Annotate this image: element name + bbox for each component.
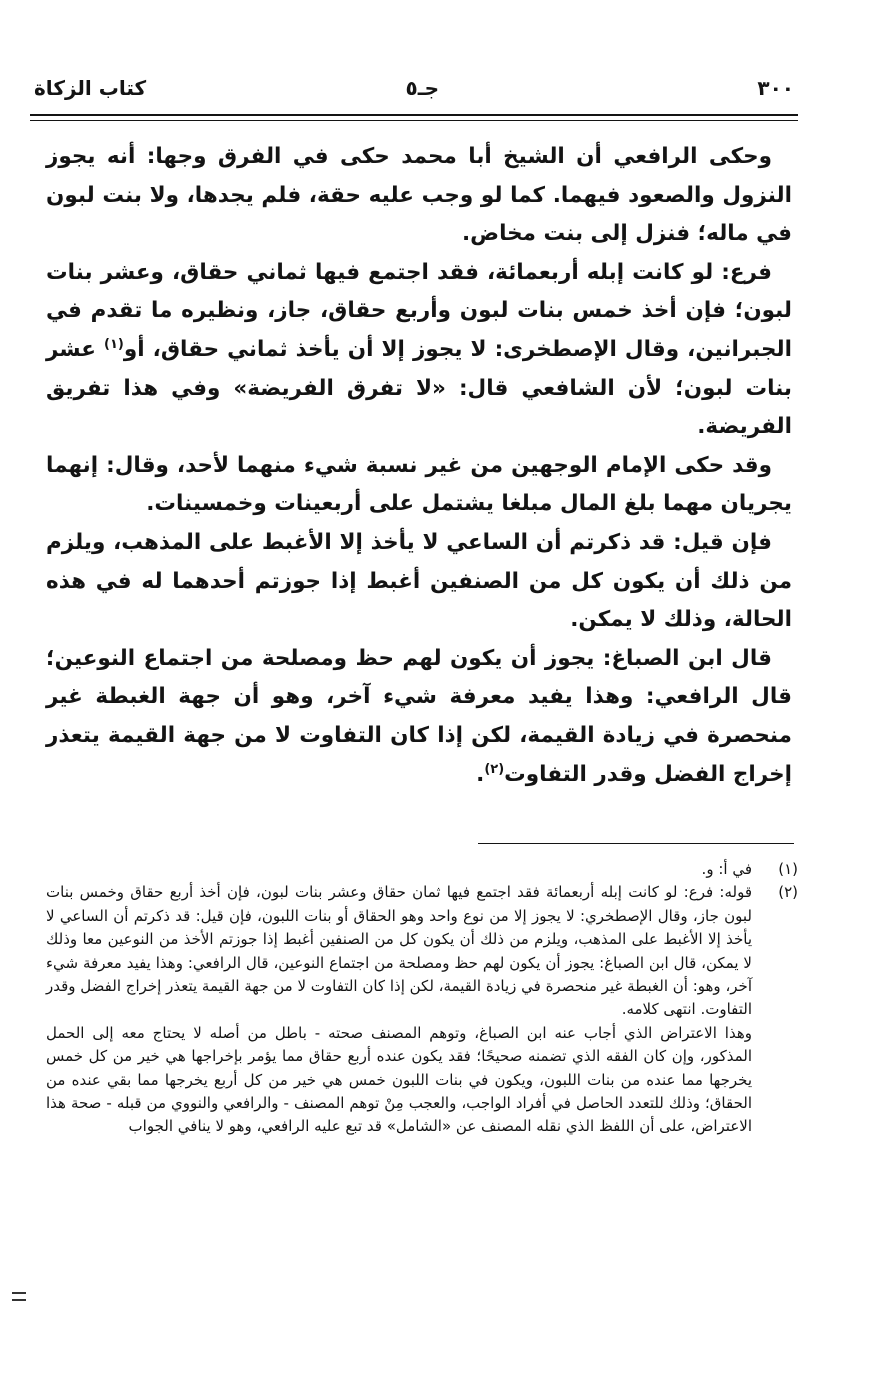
footnote-2 bbox=[46, 881, 798, 1021]
paragraph-5 bbox=[46, 640, 792, 794]
paragraph-2-part-a: فرع: لو كانت إبله أربعمائة، فقد اجتمع فيها ثماني حقاق، وعشر بنات لبون؛ فإن أخذ خمس بنات لبون وأربع حقاق، جاز، ونظيره ما تقدم في الجبرانين، وقال الإصطخرى: لا يجوز إلا أن يأخذ ثماني حقاق، أو bbox=[46, 259, 792, 362]
footnote-1-text: في أ: و. bbox=[701, 860, 752, 878]
paragraph-5-part-a: قال ابن الصباغ: يجوز أن يكون لهم حظ ومصلحة من اجتماع النوعين؛ قال الرافعي: وهذا يفيد معرفة شيء آخر، وهو أن جهة الغبطة غير منحصرة في زيادة القيمة، لكن إذا كان التفاوت لا من جهة القيمة يتعذر إخراج الفضل وقدر التفاوت bbox=[46, 645, 792, 787]
paragraph-2 bbox=[46, 254, 792, 447]
page-header bbox=[34, 76, 794, 108]
header-rule bbox=[30, 114, 798, 121]
volume-label: جـ٥ bbox=[405, 76, 439, 100]
paragraph-2-part-b: عشر بنات لبون؛ لأن الشافعي قال: «لا تفرق الفريضة» وفي هذا تفريق الفريضة. bbox=[46, 336, 792, 440]
footnote-2-continuation: وهذا الاعتراض الذي أجاب عنه ابن الصباغ، وتوهم المصنف صحته - باطل من أصله لا يحتاج معه إلى الحمل المذكور، وإن كان الفقه الذي تضمنه صحيحًا؛ فقد يكون عنده أربع حقاق مما يؤمر بإخراجها هي خير من كل خمس يخرجها مما عنده من بنات اللبون، ويكون في بنات اللبون خمس هي خير من كل أربع يخرجها مما بقي عنده من الحقاق؛ وذلك للتعدد الحاصل في أفراد الواجب، والعجب مِنْ توهم المصنف - والرافعي والنووي من قبله - صحة هذا الاعتراض، على أن اللفظ الذي نقله المصنف عن «الشامل» قد تبع عليه الرافعي، وهو لا ينافي الجواب bbox=[46, 1023, 752, 1136]
footnote-2-number: (٢) bbox=[778, 883, 798, 902]
footnote-ref-2: (٢) bbox=[484, 761, 505, 777]
footnotes bbox=[46, 858, 798, 1139]
paragraph-5-part-b: . bbox=[476, 761, 485, 787]
main-text bbox=[46, 138, 792, 794]
footnote-1 bbox=[46, 858, 798, 881]
book-title: كتاب الزكاة bbox=[34, 76, 147, 100]
paragraph-4: فإن قيل: قد ذكرتم أن الساعي لا يأخذ إلا الأغبط على المذهب، ويلزم من ذلك أن يكون كل من الصنفين أغبط إذا جوزتم أحدهما له في هذه الحالة، وذلك لا يمكن. bbox=[46, 529, 792, 633]
margin-mark bbox=[12, 1292, 26, 1301]
paragraph-3: وقد حكى الإمام الوجهين من غير نسبة شيء منهما لأحد، وقال: إنهما يجريان مهما بلغ المال مبلغا يشتمل على أربعينات وخمسينات. bbox=[46, 452, 792, 517]
footnote-separator bbox=[478, 843, 794, 844]
page-number: ٣٠٠ bbox=[757, 76, 794, 100]
paragraph-1: وحكى الرافعي أن الشيخ أبا محمد حكى في الفرق وجها: أنه يجوز النزول والصعود فيهما. كما لو وجب عليه حقة، فلم يجدها، ولا بنت لبون في ماله؛ فنزل إلى بنت مخاض. bbox=[46, 144, 792, 247]
footnote-ref-1: (١) bbox=[104, 336, 124, 352]
footnote-1-number: (١) bbox=[778, 860, 798, 878]
footnote-2-text: قوله: فرع: لو كانت إبله أربعمائة فقد اجتمع فيها ثمان حقاق وعشر بنات لبون، فإن أخذ أربع حقاق وخمس بنات لبون جاز، وقال الإصطخري: لا يجوز إلا من نوع واحد وهو الحقاق أو بنات اللبون، فإن قيل: قد ذكرتم أن الساعي لا يأخذ إلا الأغبط على المذهب، ويلزم من ذلك أن يكون كل من الصنفين أغبط إذا جوزتم الأخذ من النوعين معا وذلك لا يمكن، قال ابن الصباغ: يجوز أن يكون لهم حظ ومصلحة من اجتماع النوعين، قال الرافعي: وهذا يفيد معرفة شيء آخر، وهو: أن الغبطة غير منحصرة في زيادة القيمة، لكن إذا كان التفاوت لا من جهة القيمة يتعذر إخراج الفضل وقدر التفاوت. انتهى كلامه. bbox=[46, 883, 752, 1019]
